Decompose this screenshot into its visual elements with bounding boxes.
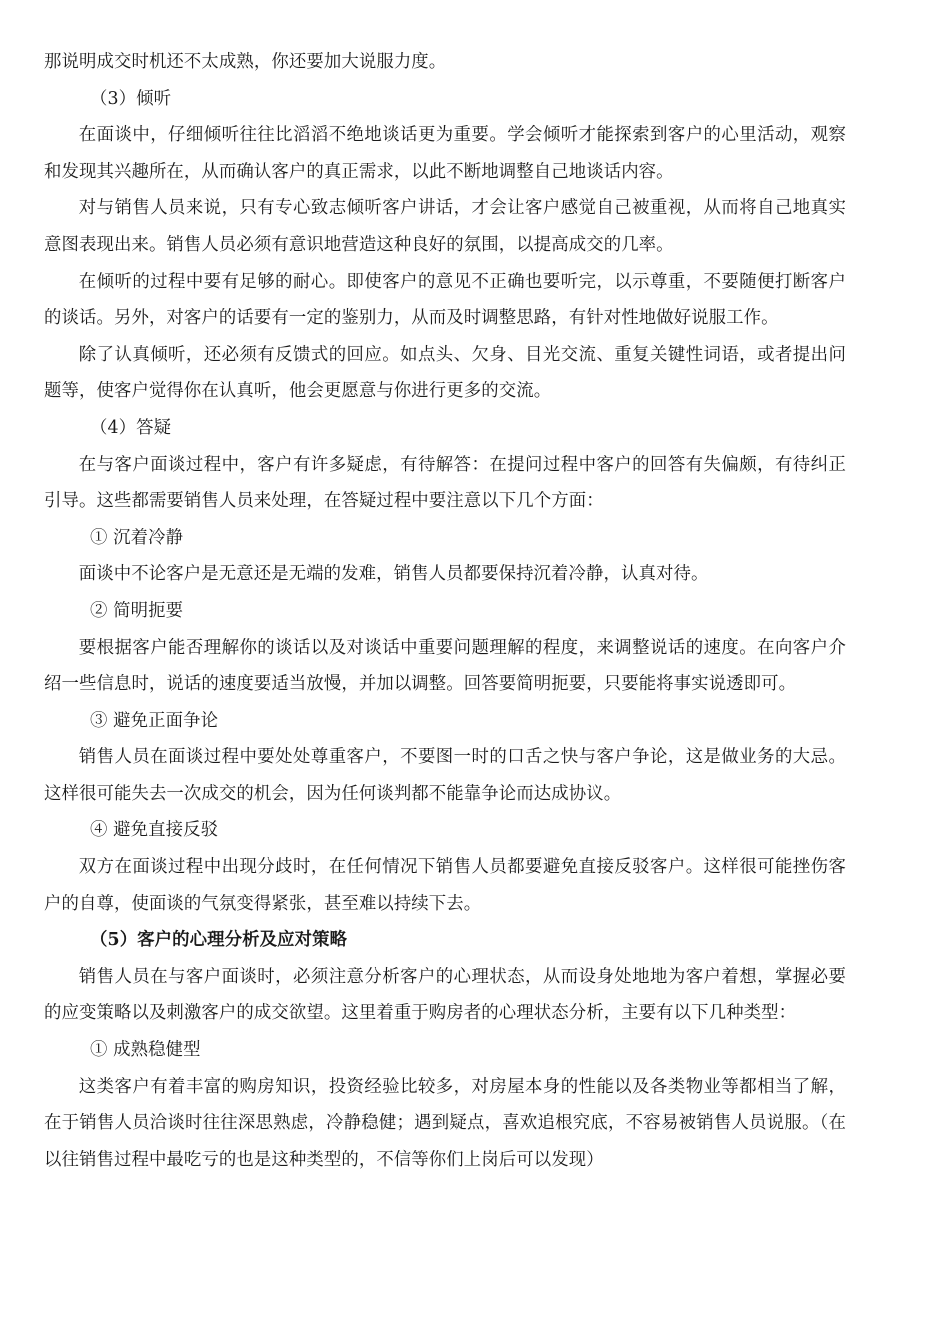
list-item-heading: ③ 避免正面争论 xyxy=(90,710,219,731)
paragraph: 在倾听的过程中要有足够的耐心。即使客户的意见不正确也要听完，以示尊重，不要随便打断客户的谈话。另外，对客户的话要有一定的鉴别力，从而及时调整思路，有针对性地做好说服工作。 xyxy=(44,271,846,329)
section-heading-listening: （3）倾听 xyxy=(90,88,172,109)
paragraph: 除了认真倾听，还必须有反馈式的回应。如点头、欠身、目光交流、重复关键性词语，或者提出问题等，使客户觉得你在认真听，他会更愿意与你进行更多的交流。 xyxy=(44,344,846,402)
paragraph: 面谈中不论客户是无意还是无端的发难，销售人员都要保持沉着冷静，认真对待。 xyxy=(78,564,709,585)
list-item-heading: ① 沉着冷静 xyxy=(90,527,184,548)
paragraph: 要根据客户能否理解你的谈话以及对谈话中重要问题理解的程度，来调整说话的速度。在向客户介绍一些信息时，说话的速度要适当放慢，并加以调整。回答要简明扼要，只要能将事实说透即可。 xyxy=(44,637,846,695)
paragraph-continuation: 那说明成交时机还不太成熟，你还要加大说服力度。 xyxy=(44,52,447,72)
paragraph: 销售人员在与客户面谈时，必须注意分析客户的心理状态，从而设身处地地为客户着想，掌握必要的应变策略以及刺激客户的成交欲望。这里着重于购房者的心理状态分析，主要有以下几种类型： xyxy=(44,966,846,1024)
paragraph: 在面谈中，仔细倾听往往比滔滔不绝地谈话更为重要。学会倾听才能探索到客户的心里活动，观察和发现其兴趣所在，从而确认客户的真正需求，以此不断地调整自己地谈话内容。 xyxy=(44,125,846,182)
paragraph: 对与销售人员来说，只有专心致志倾听客户讲话，才会让客户感觉自己被重视，从而将自己地真实意图表现出来。销售人员必须有意识地营造这种良好的氛围，以提高成交的几率。 xyxy=(44,198,846,255)
paragraph: 销售人员在面谈过程中要处处尊重客户，不要图一时的口舌之快与客户争论，这是做业务的大忌。这样很可能失去一次成交的机会，因为任何谈判都不能靠争论而达成协议。 xyxy=(44,747,846,804)
paragraph: 双方在面谈过程中出现分歧时，在任何情况下销售人员都要避免直接反驳客户。这样很可能挫伤客户的自尊，使面谈的气氛变得紧张，甚至难以持续下去。 xyxy=(44,857,846,914)
list-item-heading: ① 成熟稳健型 xyxy=(90,1040,201,1061)
section-heading-answering: （4）答疑 xyxy=(90,417,172,438)
section-heading-psychology: （5）客户的心理分析及应对策略 xyxy=(90,930,348,951)
paragraph: 在与客户面谈过程中，客户有许多疑虑，有待解答：在提问过程中客户的回答有失偏颇，有待纠正引导。这些都需要销售人员来处理，在答疑过程中要注意以下几个方面： xyxy=(44,454,846,512)
list-item-heading: ② 简明扼要 xyxy=(90,600,184,621)
paragraph: 这类客户有着丰富的购房知识，投资经验比较多，对房屋本身的性能以及各类物业等都相当了解，在于销售人员洽谈时往往深思熟虑，冷静稳健；遇到疑点，喜欢追根究底，不容易被销售人员说服。（在以往销售过程中最吃亏的也是这种类型的，不信等你们上岗后可以发现） xyxy=(44,1076,846,1170)
list-item-heading: ④ 避免直接反驳 xyxy=(90,820,219,841)
